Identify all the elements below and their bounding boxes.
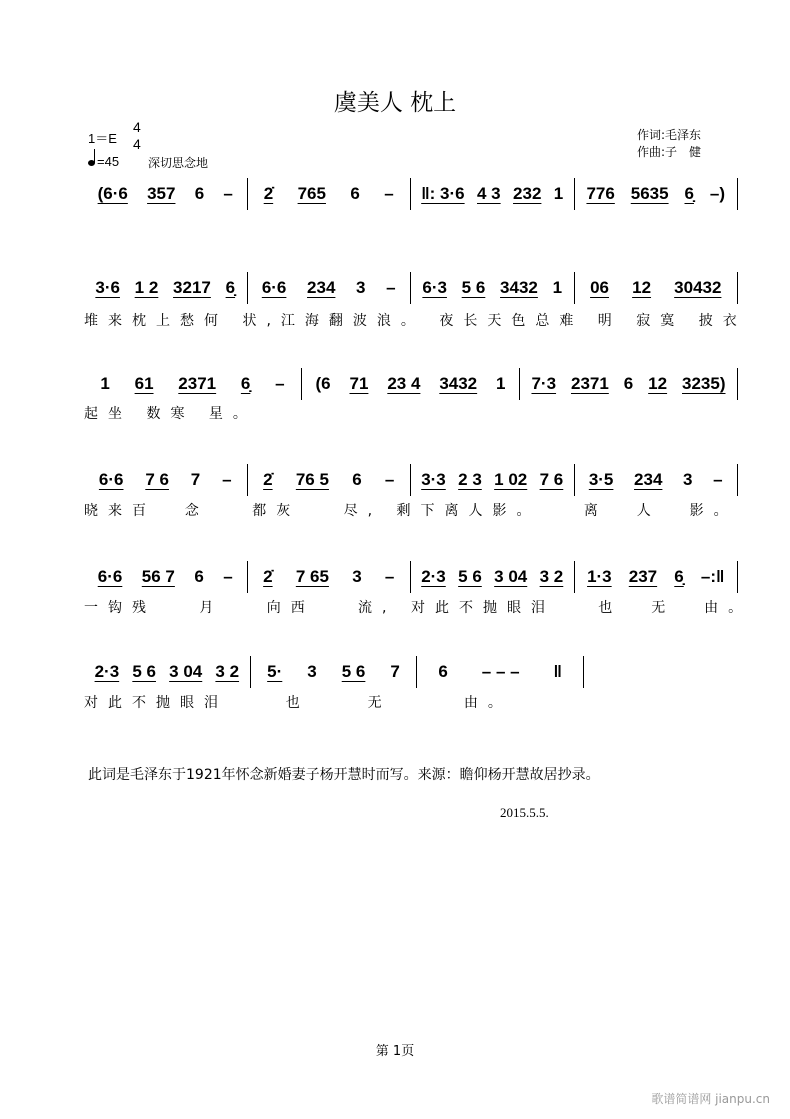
note-group: 6 <box>623 374 634 393</box>
note-group: 7 65 <box>295 567 329 586</box>
note-group: 6·6 <box>261 278 287 297</box>
note-group: 6̣ <box>674 567 684 586</box>
measure <box>84 368 302 400</box>
note-group: 7 6 <box>145 470 169 489</box>
measure <box>84 178 248 210</box>
measure <box>84 272 248 304</box>
note-group: 6·6 <box>98 470 124 489</box>
watermark: 歌谱简谱网 jianpu.cn <box>651 1092 770 1106</box>
lyrics-line: 对此不抛眼泪 也 无 由。 <box>84 695 512 711</box>
note-group: 7 <box>390 662 400 681</box>
lyrics-line: 起坐 数寒 星。 <box>84 406 257 422</box>
note-group: 1 <box>552 278 563 297</box>
note-group: – – – <box>481 662 520 681</box>
staff-row <box>84 656 584 688</box>
note-group: 3 2 <box>539 567 564 586</box>
note-group: 234 <box>634 470 663 489</box>
note-group: 5 6 <box>461 278 486 297</box>
note-group: 76 5 <box>295 470 329 489</box>
measure <box>84 464 248 496</box>
note-group: (6·6 <box>97 184 128 203</box>
note-group: 5· <box>267 662 283 681</box>
note-group: 3 04 <box>169 662 203 681</box>
measure <box>411 464 575 496</box>
note-group: 6 <box>194 184 205 203</box>
note-group: 237 <box>628 567 658 586</box>
date: 2015.5.5. <box>500 805 549 820</box>
note-group: 1 <box>553 184 564 203</box>
measure <box>411 561 575 593</box>
note-group: (6 <box>315 374 331 393</box>
footnote: 此词是毛泽东于1921年怀念新婚妻子杨开慧时而写。来源：瞻仰杨开慧故居抄录。 <box>88 767 600 783</box>
note-group: – <box>713 470 723 489</box>
note-group: 23 4 <box>387 374 421 393</box>
note-group: ‖ <box>553 662 563 681</box>
note-group: 2371 <box>178 374 217 393</box>
note-group: 1 <box>100 374 110 393</box>
note-group: 6·6 <box>97 567 123 586</box>
measure <box>84 561 248 593</box>
note-group: 71 <box>349 374 369 393</box>
lyricist: 作词:毛泽东 <box>637 128 702 142</box>
measure <box>248 464 412 496</box>
note-group: 3235) <box>682 374 726 393</box>
measure <box>575 178 739 210</box>
note-group: 765 <box>297 184 326 203</box>
note-group: 5635 <box>630 184 669 203</box>
note-group: 4 3 <box>477 184 501 203</box>
note-group: 3 <box>352 567 362 586</box>
note-group: 3217 <box>173 278 211 297</box>
note-group: 234 <box>307 278 336 297</box>
lyrics-line: 一钩残 月 向西 流, 对此不抛眼泪 也 无 由。 <box>84 600 753 616</box>
note-group: 7 <box>190 470 201 489</box>
note-group: 2̇ <box>263 567 273 586</box>
credits <box>637 127 701 161</box>
staff-row <box>84 464 738 496</box>
note-group: 2·3 <box>94 662 120 681</box>
staff-row <box>84 272 738 304</box>
note-group: 3 <box>356 278 366 297</box>
key-signature: 1＝E <box>88 131 117 146</box>
note-group: 357 <box>147 184 176 203</box>
note-group: 56 7 <box>141 567 175 586</box>
note-group: – <box>275 374 285 393</box>
note-group: –:‖ <box>700 567 725 586</box>
note-group: 7·3 <box>531 374 557 393</box>
note-group: – <box>223 567 233 586</box>
measure <box>520 368 738 400</box>
note-group: –) <box>709 184 726 203</box>
note-group: 6̣ <box>240 374 251 393</box>
measure <box>575 561 739 593</box>
note-group: 5 6 <box>132 662 156 681</box>
note-group: 06 <box>590 278 609 297</box>
note-group: 3432 <box>439 374 478 393</box>
note-group: 776 <box>586 184 615 203</box>
note-group: 5 6 <box>341 662 366 681</box>
expression-mark: 深切思念地 <box>148 156 209 170</box>
note-group: – <box>384 184 394 203</box>
note-group: – <box>384 470 395 489</box>
time-top: 4 <box>133 119 141 135</box>
note-group: 6 <box>438 662 448 681</box>
note-group: 3 <box>307 662 317 681</box>
page-number: 第 1页 <box>375 1044 415 1059</box>
measure <box>302 368 520 400</box>
note-group: 3432 <box>500 278 538 297</box>
time-signature <box>133 119 141 153</box>
time-bottom: 4 <box>133 136 141 152</box>
note-group: 2 3 <box>458 470 482 489</box>
lyrics-line: 晓来百 念 都灰 尽, 剩下离人影。 离 人 影。 <box>84 503 738 519</box>
tempo-value: =45 <box>97 154 120 169</box>
note-group: 2̇ <box>263 470 273 489</box>
note-group: 61 <box>134 374 154 393</box>
note-group: 7 6 <box>539 470 564 489</box>
note-group: – <box>384 567 395 586</box>
note-group: 12 <box>632 278 652 297</box>
measure <box>84 656 251 688</box>
note-group: – <box>223 184 233 203</box>
measure <box>411 272 575 304</box>
note-group: 1 <box>496 374 506 393</box>
composer: 作曲:子 健 <box>637 145 702 159</box>
note-group: 3·6 <box>95 278 120 297</box>
measure <box>248 272 412 304</box>
note-group: – <box>386 278 396 297</box>
note-group: 3 2 <box>215 662 240 681</box>
note-group: 2̇ <box>263 184 274 203</box>
note-group: 5 6 <box>458 567 482 586</box>
measure <box>248 561 412 593</box>
measure <box>411 178 575 210</box>
measure <box>248 178 412 210</box>
note-group: 3 04 <box>494 567 528 586</box>
note-group: 1 2 <box>134 278 159 297</box>
note-group: 1·3 <box>587 567 612 586</box>
note-group: 6·3 <box>422 278 447 297</box>
note-group: 12 <box>648 374 668 393</box>
measure <box>417 656 584 688</box>
note-group: – <box>222 470 232 489</box>
note-group: 6̣ <box>684 184 694 203</box>
quarter-note-icon <box>88 160 95 166</box>
staff-row <box>84 368 738 400</box>
note-group: 30432 <box>674 278 722 297</box>
tempo <box>88 154 119 169</box>
measure <box>575 272 739 304</box>
note-group: 6̣ <box>225 278 236 297</box>
staff-row <box>84 178 738 210</box>
note-group: 6 <box>352 470 362 489</box>
note-group: 1 02 <box>494 470 528 489</box>
note-group: 3·3 <box>421 470 446 489</box>
note-group: 6 <box>350 184 360 203</box>
song-title: 虞美人 枕上 <box>333 90 457 116</box>
staff-row <box>84 561 738 593</box>
note-group: 2·3 <box>421 567 446 586</box>
note-group: 6 <box>194 567 204 586</box>
note-group: 3 <box>683 470 693 489</box>
measure <box>575 464 739 496</box>
measure <box>251 656 418 688</box>
note-group: ‖: 3·6 <box>421 184 465 203</box>
note-group: 3·5 <box>588 470 614 489</box>
note-group: 2371 <box>570 374 609 393</box>
note-group: 232 <box>513 184 542 203</box>
lyrics-line: 堆来枕上愁何 状,江海翻波浪。 夜长天色总难 明 寂寞 披衣 <box>84 313 747 329</box>
